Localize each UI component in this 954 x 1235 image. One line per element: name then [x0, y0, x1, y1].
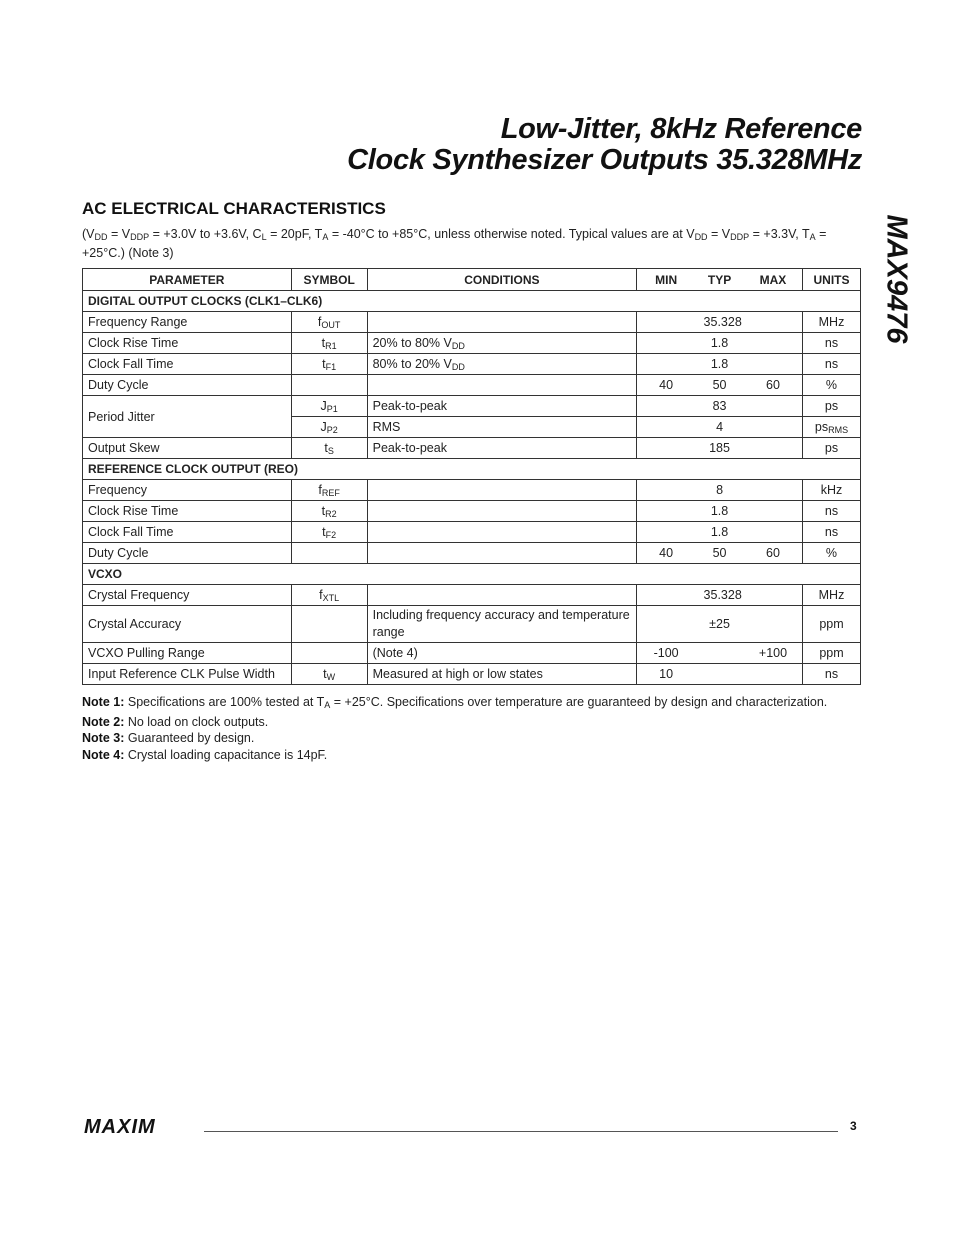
svg-text:MAXIM: MAXIM: [84, 1116, 156, 1136]
table-row: Clock Fall Time $t_{F2}$ 1.8 ns: [83, 522, 861, 543]
section-row: DIGITAL OUTPUT CLOCKS (CLK1–CLK6): [83, 291, 861, 312]
title-line-1: Low-Jitter, 8kHz Reference: [500, 113, 862, 145]
header-min-typ-max: MIN TYP MAX: [637, 269, 803, 291]
table-row: Input Reference CLK Pulse Width $t_W$ Measured at high or low states 10 ns: [83, 664, 861, 685]
table-row: VCXO Pulling Range (Note 4) -100 +100 ppm: [83, 643, 861, 664]
table-row: Frequency Range $f_{OUT}$ 35.328 MHz: [83, 312, 861, 333]
header-units: UNITS: [802, 269, 860, 291]
section-row: REFERENCE CLOCK OUTPUT (REO): [83, 459, 861, 480]
document-title: [347, 114, 862, 176]
table-row: Crystal Accuracy Including frequency accuracy and temperature range ±25 ppm: [83, 606, 861, 643]
table-row: Clock Fall Time $t_{F1}$ 80% to 20% $V_{DD}$ 1.8 ns: [83, 354, 861, 375]
table-row: Duty Cycle 40 50 60 %: [83, 543, 861, 564]
notes: [82, 694, 827, 764]
maxim-logo: [84, 1116, 194, 1141]
header-conditions: CONDITIONS: [367, 269, 637, 291]
note-4: Note 4: Crystal loading capacitance is 14pF.: [82, 748, 328, 763]
table-row: Duty Cycle 40 50 60 %: [83, 375, 861, 396]
table-row: Clock Rise Time $t_{R1}$ 20% to 80% $V_{DD}$ 1.8 ns: [83, 333, 861, 354]
table-row: Crystal Frequency $f_{XTL}$ 35.328 MHz: [83, 585, 861, 606]
ac-characteristics-table: [82, 268, 861, 685]
header-symbol: SYMBOL: [291, 269, 367, 291]
table-row: Frequency $f_{REF}$ 8 kHz: [83, 480, 861, 501]
test-conditions: ($V_{DD} = V_{DDP} = +3.0V$ to +3.6V, $C_L = 20pF$, $T_A = -40^\circ C$ to +85°C, unless otherwise noted. Typical values are at $V_{DD} = V_{DDP} = +3.3V$, $T_A = +25^\circ C$.) (Note 3): [82, 227, 827, 260]
note-2: Note 2: No load on clock outputs.: [82, 714, 269, 729]
section-row: VCXO: [83, 564, 861, 585]
note-3: Note 3: Guaranteed by design.: [82, 731, 255, 746]
table-header-row: [83, 269, 861, 291]
title-line-2: Clock Synthesizer Outputs 35.328MHz: [347, 144, 862, 176]
table-row: Output Skew $t_S$ Peak-to-peak 185 ps: [83, 438, 861, 459]
table-row: $J_{P2}$ RMS 4 $ps_{RMS}$: [83, 417, 861, 438]
table-row: Clock Rise Time $t_{R2}$ 1.8 ns: [83, 501, 861, 522]
side-part-number: MAX9476: [880, 214, 913, 344]
page-number: 3: [850, 1119, 857, 1133]
section-heading: AC ELECTRICAL CHARACTERISTICS: [82, 199, 386, 218]
header-parameter: PARAMETER: [83, 269, 292, 291]
note-1: Note 1: Specifications are 100% tested at $T_A = +25^\circ C$. Specifications over temperature are guaranteed by design and characterization.: [82, 695, 828, 710]
table-row: Period Jitter $J_{P1}$ Peak-to-peak 83 ps: [83, 396, 861, 417]
footer-rule: [204, 1131, 838, 1132]
